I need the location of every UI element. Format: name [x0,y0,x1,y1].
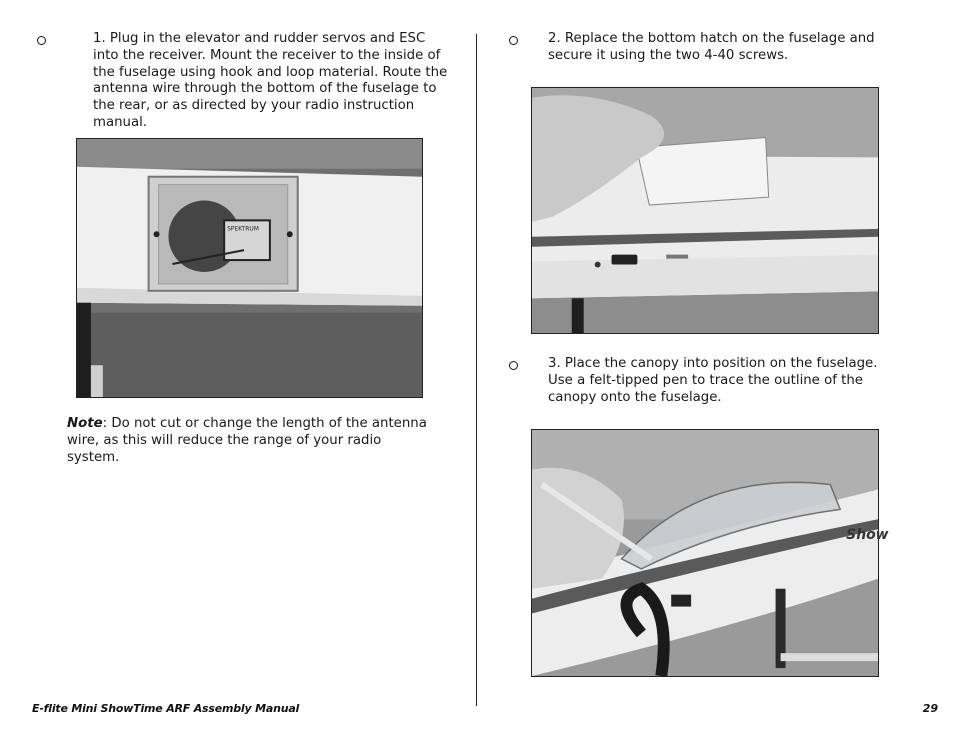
step-2-checkbox-bullet [509,36,518,45]
canopy-photo-label: Show [846,527,889,544]
receiver-photo [76,138,423,398]
receiver-photo-label: SPEKTRUM [227,225,259,233]
step-3-checkbox-bullet [509,361,518,370]
canopy-photo [531,429,889,677]
step-1-text: 1. Plug in the elevator and rudder servos and ESC into the receiver. Mount the receiver to the inside of the fuselage using hook and loop material. Route the antenna wire through the bottom of the fuselage to the rear, or as directed by your radio instruction manual. [93,31,448,130]
footer-manual-title: E-flite Mini ShowTime ARF Assembly Manual [32,702,300,715]
note-label: Note [67,416,103,431]
antenna-note [67,416,427,466]
step-1-checkbox-bullet [37,36,46,45]
step-3-text: 3. Place the canopy into position on the fuselage. Use a felt-tipped pen to trace the outline of the canopy onto the fuselage. [548,356,878,405]
footer-page-number: 29 [922,702,938,715]
step-2-text: 2. Replace the bottom hatch on the fuselage and secure it using the two 4-40 screws. [548,31,875,63]
bottom-hatch-photo [531,87,879,334]
column-divider [476,34,477,706]
note-text: : Do not cut or change the length of the antenna wire, as this will reduce the range of your radio system. [67,416,427,465]
